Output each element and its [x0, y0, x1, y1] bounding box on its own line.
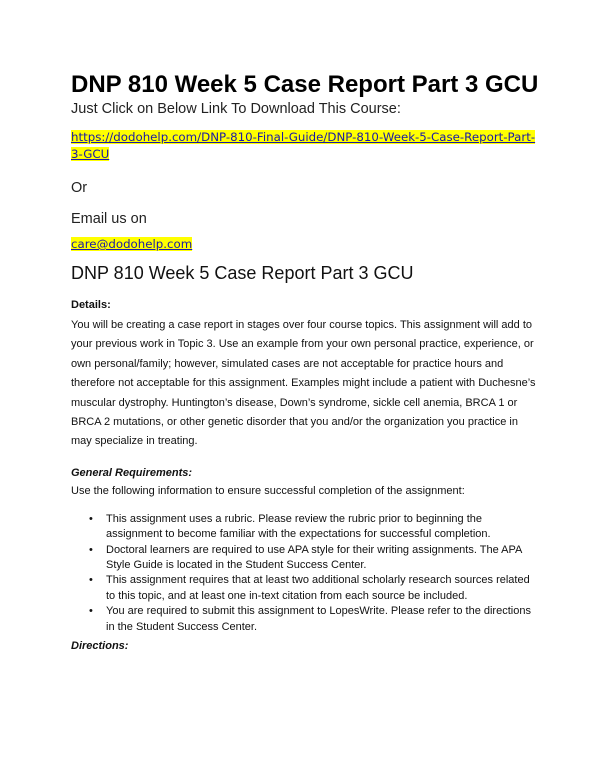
bullet-icon: • — [89, 543, 93, 556]
email-block — [71, 236, 541, 252]
document-title: DNP 810 Week 5 Case Report Part 3 GCU — [71, 71, 539, 98]
details-paragraph: You will be creating a case report in stages over four course topics. This assignment will add to your previous work in Topic 3. Use an example from your own personal practice, experience, or own personal/family; however, simulated cases are not acceptable for practice hours and therefore not acceptable for this assignment. Examples might include a patient with Duchesne’s muscular dystrophy. Huntington’s disease, Down’s syndrome, sickle cell anemia, BRCA 1 or BRCA 2 mutations, or other genetic disorder that you and/or the organization you practice in may specialize in treating. — [71, 319, 536, 448]
details-heading: Details: — [71, 299, 111, 311]
general-requirements-heading: General Requirements: — [71, 466, 193, 479]
email-link[interactable]: care@dodohelp.com — [71, 237, 193, 251]
list-item — [71, 543, 541, 574]
requirement-text: You are required to submit this assignment to LopesWrite. Please refer to the directions in the Student Success Center. — [106, 605, 531, 633]
document-subtitle: DNP 810 Week 5 Case Report Part 3 GCU — [71, 263, 414, 283]
requirement-text: Doctoral learners are required to use APA style for their writing assignments. The APA Style Guide is located in the Student Success Center. — [106, 543, 522, 572]
list-item — [71, 573, 541, 604]
or-text: Or — [71, 180, 88, 196]
requirement-text: This assignment requires that at least two additional scholarly research sources related to this topic, and at least one in-text citation from each source be included. — [106, 574, 530, 602]
bullet-icon: • — [89, 605, 93, 618]
download-link-block — [71, 129, 541, 163]
requirement-text: This assignment uses a rubric. Please review the rubric prior to beginning the assignment to become familiar with the expectations for successful completion. — [106, 512, 491, 541]
list-item — [71, 604, 541, 635]
bullet-icon: • — [89, 512, 93, 525]
general-requirements-intro: Use the following information to ensure successful completion of the assignment: — [71, 484, 465, 497]
document-page — [71, 72, 541, 653]
directions-heading: Directions: — [71, 640, 129, 653]
list-item — [71, 512, 541, 543]
requirements-list — [71, 512, 541, 635]
bullet-icon: • — [89, 574, 93, 587]
download-intro: Just Click on Below Link To Download This Course: — [71, 101, 401, 117]
download-link[interactable]: https://dodohelp.com/DNP-810-Final-Guide/DNP-810-Week-5-Case-Report-Part-3-GCU — [71, 130, 536, 161]
email-label: Email us on — [71, 211, 147, 227]
